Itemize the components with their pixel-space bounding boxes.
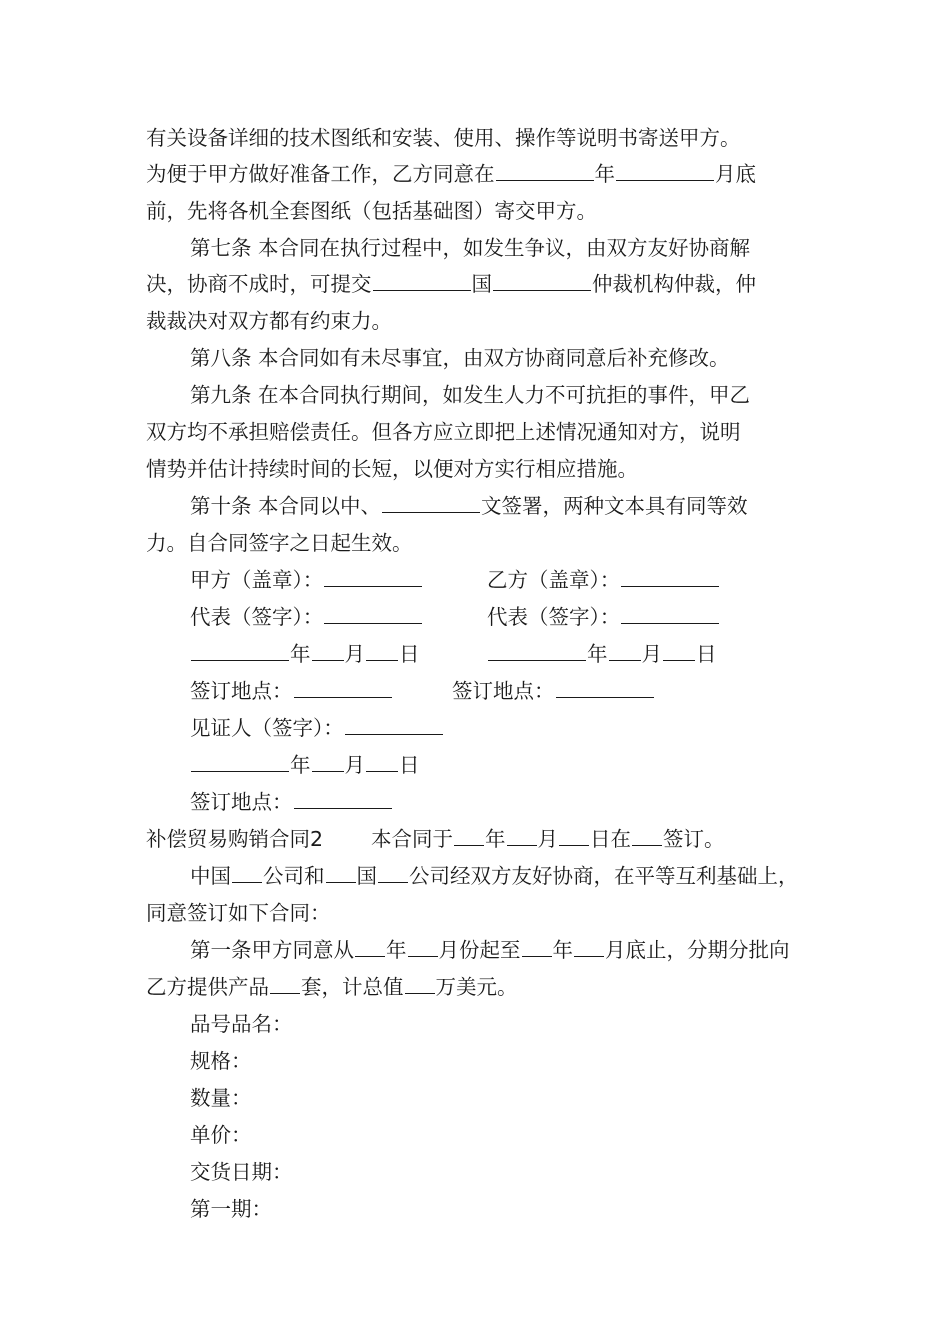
text-line: 有关设备详细的技术图纸和安装、使用、操作等说明书寄送甲方。 (146, 126, 741, 150)
clause-10: 第十条 本合同以中、 文签署，两种文本具有同等效 (190, 494, 748, 518)
fill-blank (191, 642, 289, 661)
fill-blank (496, 162, 594, 181)
fill-blank (294, 679, 392, 698)
fill-blank (405, 975, 435, 994)
fill-blank (488, 642, 586, 661)
fill-blank (408, 938, 438, 957)
fill-blank (232, 864, 262, 883)
fill-blank (559, 827, 589, 846)
fill-blank (324, 568, 422, 587)
text-line: 乙方提供产品 套，计总值 万美元。 (146, 975, 518, 999)
fill-blank (345, 716, 443, 735)
quantity-label: 数量： (190, 1086, 252, 1110)
fill-blank (373, 272, 471, 291)
contract2-heading: 补偿贸易购销合同2 本合同于 年 月 日在 签订。 (146, 827, 725, 851)
text-line: 裁裁决对双方都有约束力。 (146, 309, 392, 333)
fill-blank (366, 753, 398, 772)
fill-blank (621, 568, 719, 587)
fill-blank (366, 642, 398, 661)
fill-blank (454, 827, 484, 846)
party-a-seal: 甲方（盖章）： (190, 566, 423, 594)
fill-blank (382, 494, 480, 513)
fill-blank (270, 975, 300, 994)
fill-blank (324, 605, 422, 624)
fill-blank (312, 642, 344, 661)
fill-blank (574, 938, 604, 957)
place-a: 签订地点： (190, 677, 393, 705)
fill-blank (355, 938, 385, 957)
fill-blank (663, 642, 695, 661)
place-witness: 签订地点： (190, 788, 393, 816)
text-line: 为便于甲方做好准备工作，乙方同意在 年 月底 (146, 162, 756, 186)
fill-blank (294, 790, 392, 809)
fill-blank (632, 827, 662, 846)
fill-blank (621, 605, 719, 624)
clause-7: 第七条 本合同在执行过程中，如发生争议，由双方友好协商解 (190, 236, 751, 260)
text-line: 力。自合同签字之日起生效。 (146, 531, 413, 555)
fill-blank (609, 642, 641, 661)
date-a: 年 月 日 (190, 640, 420, 668)
text-line: 前，先将各机全套图纸（包括基础图）寄交甲方。 (146, 199, 597, 223)
fill-blank (522, 938, 552, 957)
phase-1-label: 第一期： (190, 1197, 272, 1221)
contract2-title: 补偿贸易购销合同2 (146, 827, 324, 851)
party-b-seal: 乙方（盖章）： (487, 566, 720, 594)
spec-label: 规格： (190, 1049, 252, 1073)
date-b: 年 月 日 (487, 640, 717, 668)
unit-price-label: 单价： (190, 1123, 252, 1147)
witness-sign: 见证人（签字）： (190, 714, 444, 742)
fill-blank (378, 864, 408, 883)
contract2-intro: 中国 公司和 国 公司经双方友好协商，在平等互利基础上， (190, 864, 799, 888)
clause-8: 第八条 本合同如有未尽事宜，由双方协商同意后补充修改。 (190, 346, 730, 370)
delivery-date-label: 交货日期： (190, 1160, 293, 1184)
fill-blank (493, 272, 591, 291)
fill-blank (507, 827, 537, 846)
place-b: 签订地点： (452, 677, 655, 705)
item-name-label: 品号品名： (190, 1012, 293, 1036)
text-line: 情势并估计持续时间的长短，以便对方实行相应措施。 (146, 457, 638, 481)
rep-a-sign: 代表（签字）： (190, 603, 423, 631)
date-witness: 年 月 日 (190, 751, 420, 779)
fill-blank (312, 753, 344, 772)
fill-blank (191, 753, 289, 772)
fill-blank (556, 679, 654, 698)
rep-b-sign: 代表（签字）： (487, 603, 720, 631)
text-line: 双方均不承担赔偿责任。但各方应立即把上述情况通知对方，说明 (146, 420, 741, 444)
clause-9: 第九条 在本合同执行期间，如发生人力不可抗拒的事件，甲乙 (190, 383, 751, 407)
fill-blank (326, 864, 356, 883)
text-line: 决，协商不成时，可提交 国 仲裁机构仲裁，仲 (146, 272, 756, 296)
text-line: 同意签订如下合同： (146, 901, 331, 925)
fill-blank (616, 162, 714, 181)
contract2-clause-1: 第一条甲方同意从 年 月份起至 年 月底止，分期分批向 (190, 938, 790, 962)
